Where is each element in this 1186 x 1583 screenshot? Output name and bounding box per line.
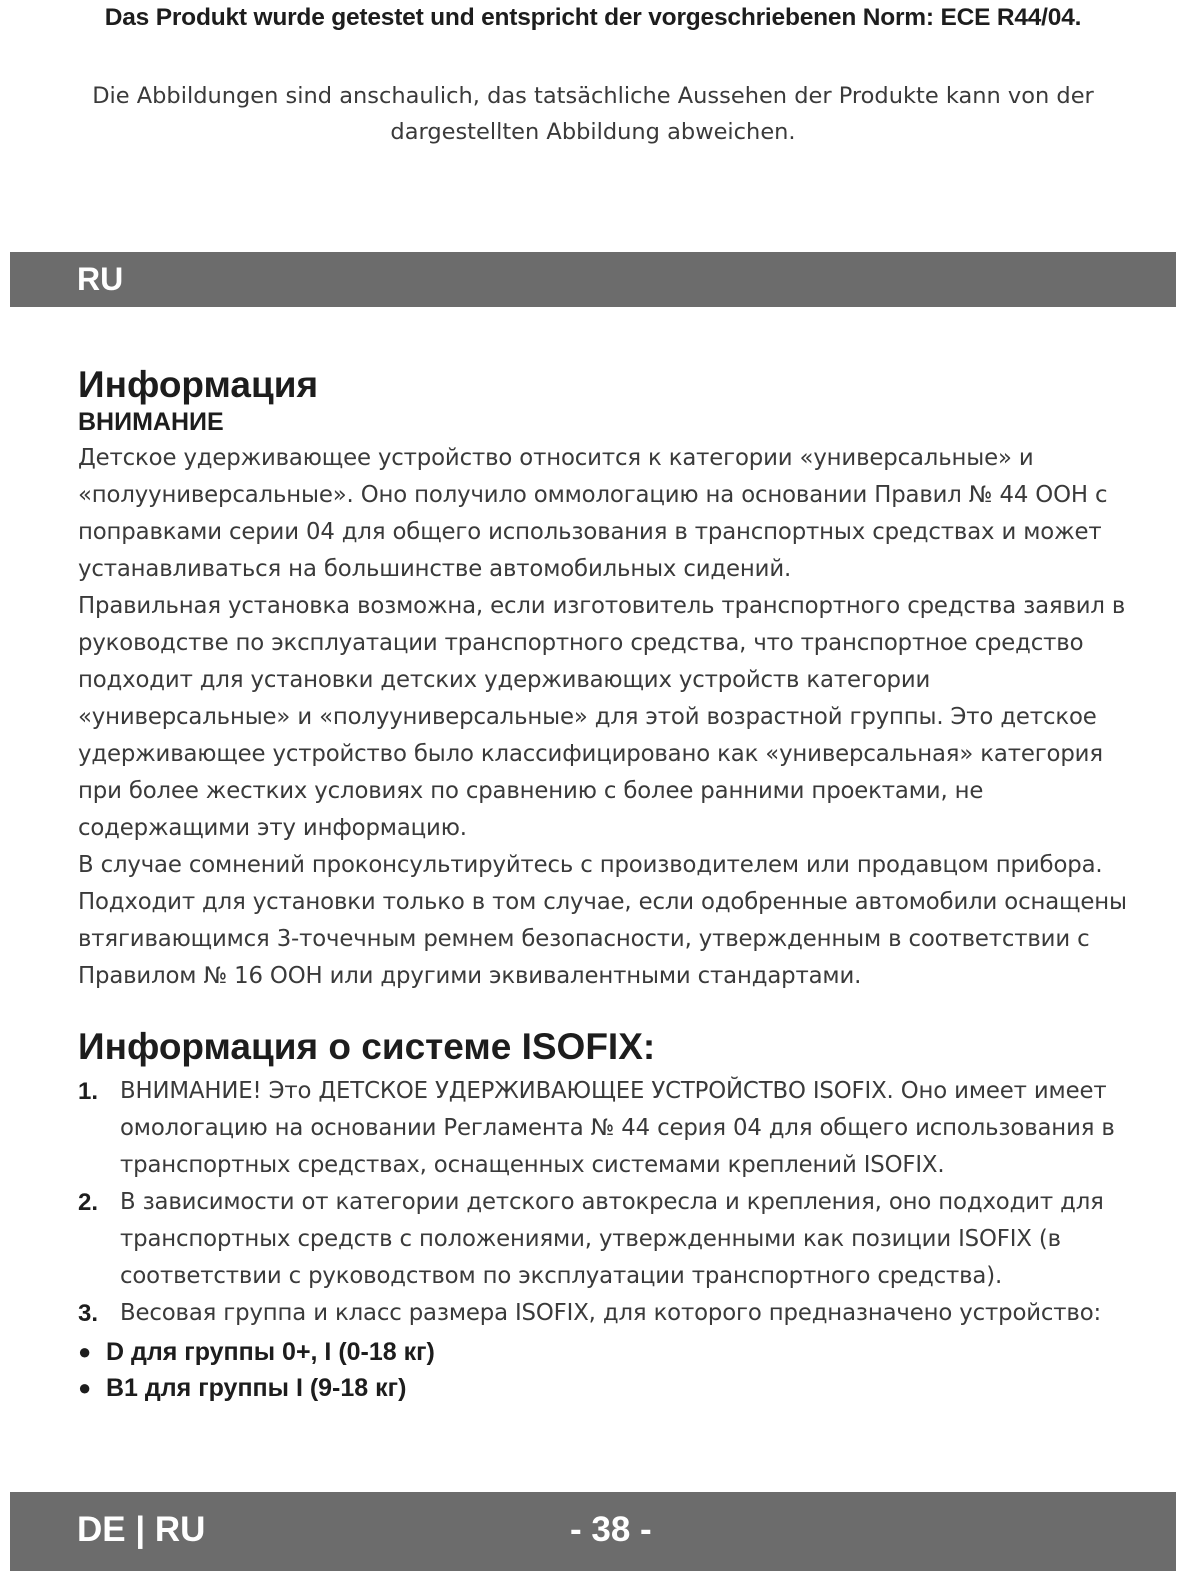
list-item xyxy=(78,1184,1148,1295)
warning-heading: ВНИМАНИЕ xyxy=(78,408,224,436)
info-paragraph: В случае сомнений проконсультируйтесь с производителем или продавцом прибора. xyxy=(78,852,1103,878)
section-language-label: RU xyxy=(77,261,124,297)
list-item xyxy=(78,1370,1148,1406)
image-disclaimer: Die Abbildungen sind anschaulich, das tatsächliche Aussehen der Produkte kann von der dargestellten Abbildung abweichen. xyxy=(92,83,1094,145)
page-footer xyxy=(10,1492,1176,1571)
footer-languages: DE | RU xyxy=(77,1510,206,1549)
bullet-text: D для группы 0+, I (0-18 кг) xyxy=(106,1338,435,1366)
info-paragraph: Правильная установка возможна, если изготовитель транспортного средства заявил в руководстве по эксплуатации транспортного средства, что транспортное средство подходит для установки детских удерживающих устройств категории «универсальные» и «полууниверсальные» для этой возрастной группы. Это детское удерживающее устройство было классифицировано как «универсальная» категория при более жестких условиях по сравнению с более ранними проектами, не содержащими эту информацию. xyxy=(78,593,1126,841)
norm-statement: Das Produkt wurde getestet und entspricht der vorgeschriebenen Norm: ECE R44/04. xyxy=(104,4,1082,31)
language-section-band xyxy=(10,252,1176,307)
isofix-bullet-list xyxy=(78,1334,1148,1406)
isofix-title: Информация о системе ISOFIX: xyxy=(78,1026,656,1067)
list-number: 3. xyxy=(78,1300,99,1327)
info-paragraph: Детское удерживающее устройство относится к категории «универсальные» и «полууниверсальные». Оно получило оммологацию на основании Правил № 44 ООН с поправками серии 04 для общего использования в транспортных средствах и может устанавливаться на большинстве автомобильных сидений. xyxy=(78,445,1108,582)
bullet-text: B1 для группы I (9-18 кг) xyxy=(106,1374,407,1402)
list-item xyxy=(78,1073,1148,1184)
manual-content xyxy=(78,364,1148,1406)
list-item-text: ВНИМАНИЕ! Это ДЕТСКОЕ УДЕРЖИВАЮЩЕЕ УСТРОЙСТВО ISOFIX. Оно имеет имеет омологацию на основании Регламента № 44 серия 04 для общего использования в транспортных средствах, оснащенных системами креплений ISOFIX. xyxy=(120,1078,1115,1178)
list-number: 1. xyxy=(78,1078,99,1105)
list-item xyxy=(78,1334,1148,1370)
list-item xyxy=(78,1295,1148,1332)
bullet-icon: ● xyxy=(78,1339,92,1364)
isofix-numbered-list xyxy=(78,1073,1148,1332)
page-number: - 38 - xyxy=(570,1510,652,1549)
list-number: 2. xyxy=(78,1189,99,1216)
list-item-text: Весовая группа и класс размера ISOFIX, для которого предназначено устройство: xyxy=(120,1300,1102,1326)
info-paragraph: Подходит для установки только в том случае, если одобренные автомобили оснащены втягивающимся 3-точечным ремнем безопасности, утвержденным в соответствии с Правилом № 16 ООН или другими эквивалентными стандартами. xyxy=(78,889,1127,989)
list-item-text: В зависимости от категории детского автокресла и крепления, оно подходит для транспортных средств с положениями, утвержденными как позиции ISOFIX (в соответствии с руководством по эксплуатации транспортного средства). xyxy=(120,1189,1104,1289)
bullet-icon: ● xyxy=(78,1375,92,1400)
info-title: Информация xyxy=(78,364,319,405)
